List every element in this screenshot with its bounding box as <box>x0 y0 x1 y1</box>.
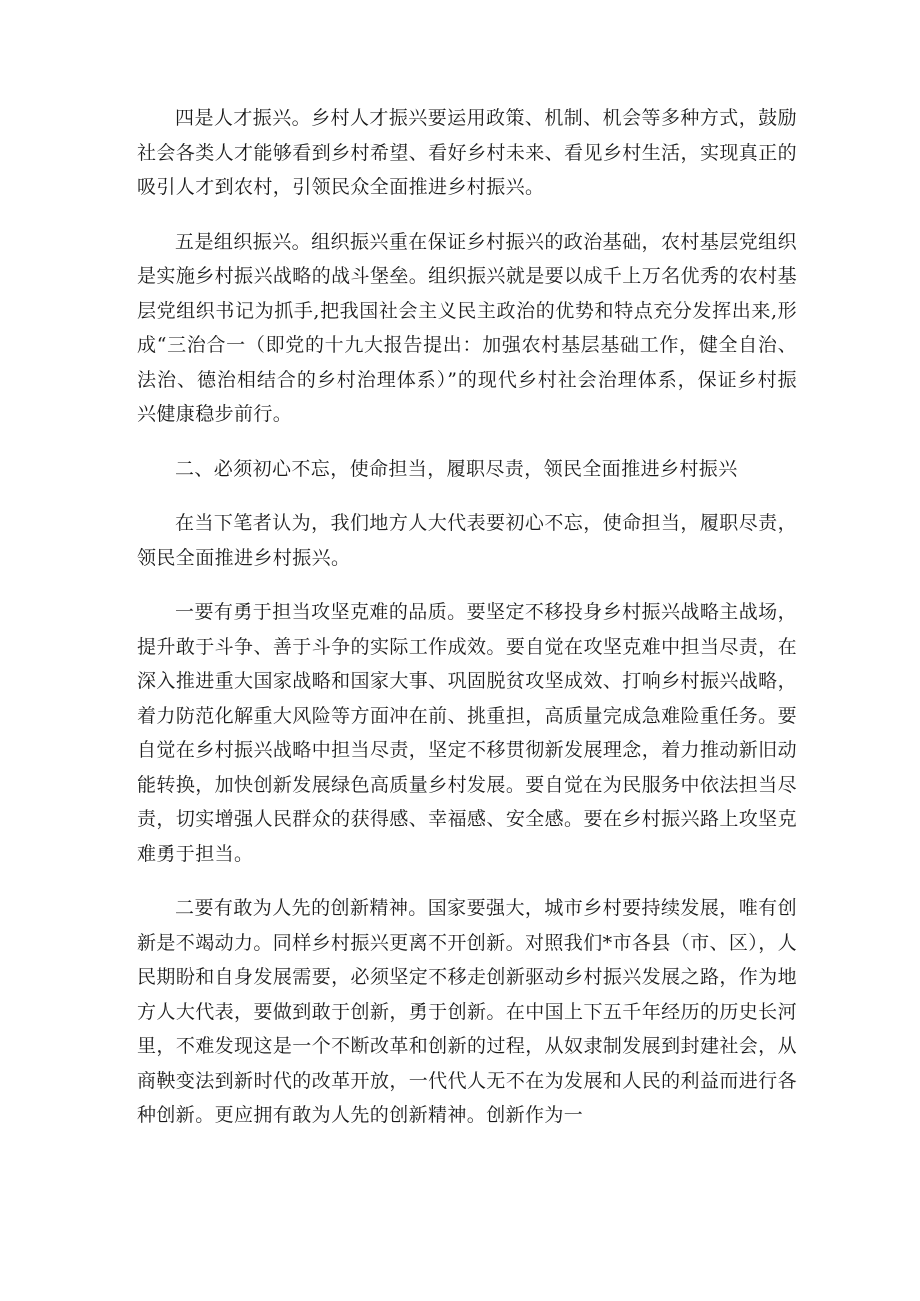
paragraph-responsibility: 一要有勇于担当攻坚克难的品质。要坚定不移投身乡村振兴战略主战场，提升敢于斗争、善于斗争的实际工作成效。要自觉在攻坚克难中担当尽责，在深入推进重大国家战略和国家大事、巩固脱贫攻坚成效、打响乡村振兴战略，着力防范化解重大风险等方面冲在前、挑重担，高质量完成急难险重任务。要自觉在乡村振兴战略中担当尽责，坚定不移贯彻新发展理念，着力推动新旧动能转换，加快创新发展绿色高质量乡村发展。要自觉在为民服务中依法担当尽责，切实增强人民群众的获得感、幸福感、安全感。要在乡村振兴路上攻坚克难勇于担当。 <box>137 601 797 865</box>
document-body <box>137 101 797 1153</box>
section-heading-two: 二、必须初心不忘，使命担当，履职尽责，领民全面推进乡村振兴 <box>175 457 738 480</box>
paragraph-author-view: 在当下笔者认为，我们地方人大代表要初心不忘，使命担当，履职尽责，领民全面推进乡村振兴。 <box>137 512 797 569</box>
paragraph-talent-revitalization: 四是人才振兴。乡村人才振兴要运用政策、机制、机会等多种方式，鼓励社会各类人才能够看到乡村希望、看好乡村未来、看见乡村生活，实现真正的吸引人才到农村，引领民众全面推进乡村振兴。 <box>137 107 797 198</box>
paragraph-organization-revitalization: 五是组织振兴。组织振兴重在保证乡村振兴的政治基础，农村基层党组织是实施乡村振兴战略的战斗堡垒。组织振兴就是要以成千上万名优秀的农村基层党组织书记为抓手,把我国社会主义民主政治的优势和特点充分发挥出来,形成“三治合一（即党的十九大报告提出：加强农村基层基础工作，健全自治、法治、德治相结合的乡村治理体系）”的现代乡村社会治理体系，保证乡村振兴健康稳步前行。 <box>137 230 797 425</box>
paragraph-innovation: 二要有敢为人先的创新精神。国家要强大，城市乡村要持续发展，唯有创新是不竭动力。同样乡村振兴更离不开创新。对照我们*市各县（市、区），人民期盼和自身发展需要，必须坚定不移走创新驱动乡村振兴发展之路，作为地方人大代表，要做到敢于创新，勇于创新。在中国上下五千年经历的历史长河里，不难发现这是一个不断改革和创新的过程，从奴隶制发展到封建社会，从商鞅变法到新时代的改革开放，一代代人无不在为发展和人民的利益而进行各种创新。更应拥有敢为人先的创新精神。创新作为一 <box>137 897 798 1126</box>
